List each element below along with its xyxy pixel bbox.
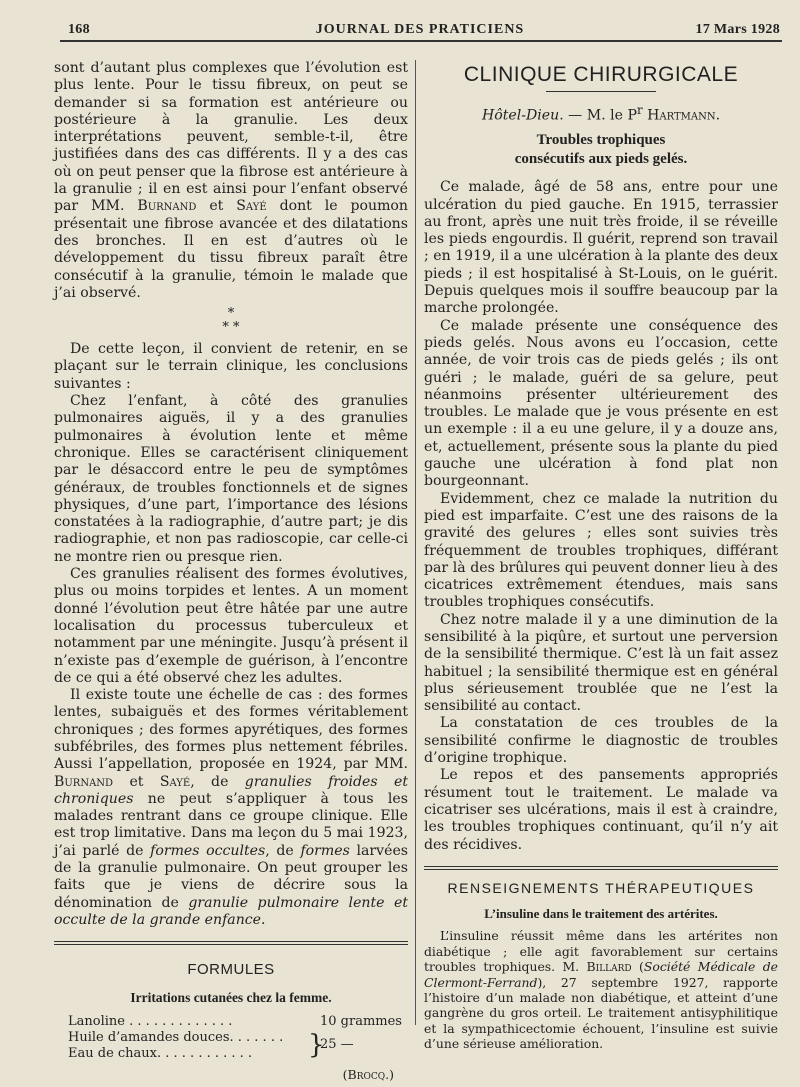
formula-recipe [54, 1014, 408, 1062]
section-rule [54, 941, 408, 945]
paragraph: Chez notre malade il y a une diminution de la sensibilité à la piqûre, et surtout une perversion de la sensibilité thermique. C’est là un fait assez habituel ; la sensibilité thermique est en général plus sérieusement troublée que ne l’est la sensibilité au contact. [424, 611, 778, 715]
formules-heading: FORMULES [187, 961, 275, 979]
paragraph: Evidemment, chez ce malade la nutrition du pied est imparfaite. C’est une des raisons de la gravité des gelures ; elles sont suivies très fréquemment de troubles trophiques, différant par là des brûlures qui peuvent donner lieu à des cicatrices extrêmement étendues, mais sans troubles trophiques consécutifs. [424, 490, 778, 611]
brace: } [308, 1029, 325, 1060]
lecture-byline: Hôtel-Dieu. — M. le $P^r$ Hartmann. [481, 103, 721, 124]
author-name: Sayé [236, 198, 267, 215]
journal-title: JOURNAL DES PRATICIENS [315, 22, 525, 37]
source-citation: Société Médicale de Clermont-Ferrand [424, 959, 778, 990]
header-rule [60, 40, 782, 42]
paragraph: L’insuline réussit même dans les artérites non diabétique ; elle agit favorablement sur certains troubles trophiques. M. Billard (Société Médicale de Clermont-Ferrand), 27 septembre 1927, rapporte l’histoire d’un malade non diabétique, et atteint d’une gangrène du gros orteil. Le traitement antisyphilitique et la sympathicectomie échouent, l’insuline est suivie d’une sérieuse amélioration. [424, 928, 778, 1052]
ingredient-qty: 10 grammes [320, 1013, 402, 1029]
paragraph: Chez l’enfant, à côté des granulies pulmonaires aiguës, il y a des granulies pulmonaires à évolution lente et même chronique. Elles se caractérisent cliniquement par le désaccord entre le peu de symptômes généraux, de troubles fonctionnels et de signes physiques, d’une part, l’importance des lésions constatées à la radiographie, d’autre part; je dis radiographie, et non pas radioscopie, car celle-ci ne montre rien ou presque rien. [54, 393, 408, 565]
section-break-asterism: * * * [222, 306, 240, 336]
article-title: Troubles trophiques consécutifs aux pieds gelés. [514, 132, 688, 168]
ingredient-qty-shared: 25 — [320, 1036, 354, 1052]
paragraph: sont d’autant plus complexes que l’évolution est plus lente. Pour le tissu fibreux, on peut se demander si sa formation est antérieure ou postérieure à la granulie. Les deux interprétations peuvent, semble-t-il, être justifiées dans des cas différents. Il y a des cas où on peut penser que la fibrose est antérieure à la granulie ; il en est ainsi pour l’enfant observé par MM. Burnand et Sayé dont le poumon présentait une fibrose avancée et des dilatations des bronches. Il en est d’autres où le développement du tissu fibreux paraît être consécutif à la granulie, témoin le malade que j’ai observé. [54, 60, 408, 301]
author-name: Burnand [54, 773, 114, 790]
article-title: L’insuline dans le traitement des artérites. [484, 906, 718, 922]
column-divider [415, 60, 416, 1025]
paragraph: Ces granulies réalisent des formes évolutives, plus ou moins torpides et lentes. A un moment donné l’évolution peut être hâtée par une autre localisation du processus tuberculeux et notamment par une méningite. Jusqu’à présent il n’existe pas d’exemple de guérison, à l’encontre de ce qui a été observé chez les adultes. [54, 566, 408, 686]
paragraph: Ce malade, âgé de 58 ans, entre pour une ulcération du pied gauche. En 1915, terrassier au front, après une nuit très froide, il se réveille les pieds engourdis. Il guérit, reprend son travail ; en 1919, il a une ulcération à la plante des deux pieds ; il est hospitalisé à St-Louis, on le guérit. Depuis quelques mois il souffre beaucoup par la marche prolongée. [424, 179, 778, 317]
running-header [60, 22, 780, 42]
left-column [54, 60, 408, 1083]
ingredient-line: Huile d’amandes douces. . . . . . . [68, 1029, 284, 1045]
paragraph: Il existe toute une échelle de cas : des formes lentes, subaiguës et des formes véritablement chroniques ; des formes apyrétiques, des formes subfébriles, des formes plus nettement fébriles. Aussi l’appellation, proposée en 1924, par MM. Burnand et Sayé, de granulies froides et chroniques ne peut s’appliquer à tous les malades rentrant dans ce groupe clinique. Elle est trop limitative. Dans ma leçon du 5 mai 1923, j’ai parlé de formes occultes, de formes larvées de la granulie pulmonaire. On peut grouper les faits que je viens de décrire sous la dénomination de granulie pulmonaire lente et occulte de la grande enfance. [54, 687, 409, 928]
paragraph: De cette leçon, il convient de retenir, en se plaçant sur le terrain clinique, les conclusions suivantes : [54, 341, 408, 392]
author-name: Billard [586, 959, 632, 975]
section-heading: RENSEIGNEMENTS THÉRAPEUTIQUES [447, 879, 755, 896]
author-name: Sayé [159, 773, 191, 790]
heading-rule [546, 91, 656, 92]
paragraph: Ce malade présente une conséquence des pieds gelés. Nous avons eu l’occasion, cette année, de voir trois cas de pieds gelés ; ils ont guéri ; le malade, guéri de sa gelure, peut néanmoins présenter ultérieurement des troubles. Le malade que je vous présente en est un exemple : il a eu une gelure, il y a douze ans, et, actuellement, présente sous la plante du pied gauche une ulcération à fond plat non bourgeonnant. [424, 317, 778, 490]
section-heading: CLINIQUE CHIRURGICALE [463, 63, 739, 86]
formula-title: Irritations cutanées chez la femme. [130, 989, 332, 1005]
formula-source: (Brocq.) [342, 1066, 394, 1082]
section-rule [424, 866, 778, 870]
page-number: 168 [68, 22, 90, 37]
ingredient-line: Lanoline . . . . . . . . . . . . . [68, 1013, 233, 1029]
ingredient-line: Eau de chaux. . . . . . . . . . . . [68, 1045, 253, 1061]
right-column [424, 60, 778, 1052]
author-name: Burnand [137, 198, 197, 215]
paragraph: Le repos et des pansements appropriés résument tout le traitement. Le malade va cicatriser ses ulcérations, mais il est à craindre, les troubles trophiques continuant, qu’il n’y ait des récidives. [424, 767, 778, 853]
paragraph: La constatation de ces troubles de la sensibilité confirme le diagnostic de troubles d’origine trophique. [424, 715, 778, 767]
issue-date: 17 Mars 1928 [695, 22, 780, 37]
